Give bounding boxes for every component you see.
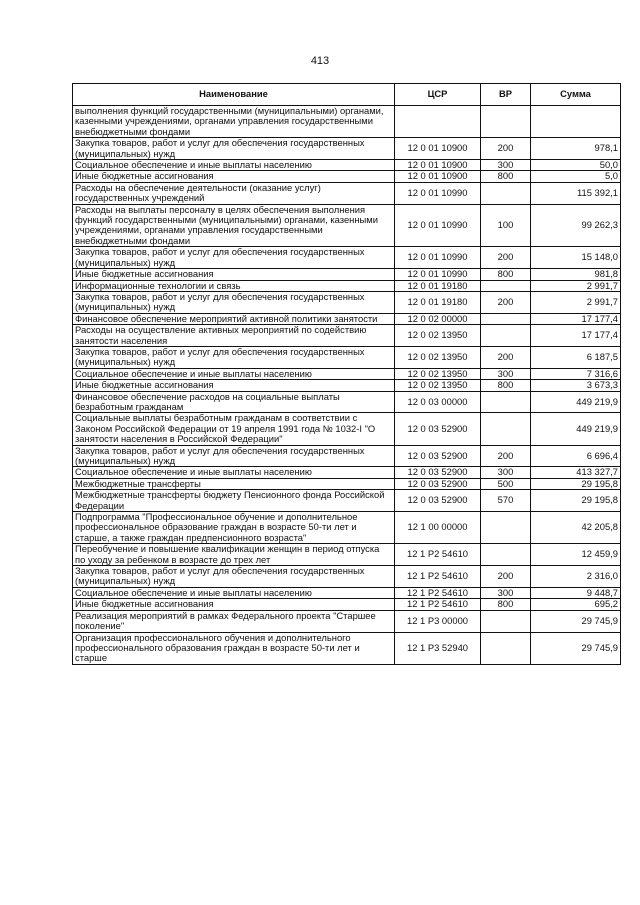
row-name-cell: Межбюджетные трансферты бюджету Пенсионного фонда Российской Федерации	[73, 490, 395, 512]
row-vr-cell: 100	[481, 204, 531, 247]
row-csr-cell: 12 1 00 00000	[395, 512, 481, 544]
header-name: Наименование	[73, 84, 395, 106]
table-row	[73, 632, 621, 664]
table-row	[73, 160, 621, 171]
row-vr-cell: 200	[481, 445, 531, 467]
row-name-cell: Иные бюджетные ассигнования	[73, 269, 395, 280]
row-sum-cell: 695,2	[531, 599, 621, 610]
row-vr-cell: 800	[481, 380, 531, 391]
row-sum-cell: 29 745,9	[531, 632, 621, 664]
row-vr-cell	[481, 413, 531, 445]
page-number: 413	[310, 55, 330, 67]
row-csr-cell: 12 1 P2 54610	[395, 587, 481, 598]
table-row	[73, 587, 621, 598]
row-vr-cell: 300	[481, 587, 531, 598]
row-sum-cell: 3 673,3	[531, 380, 621, 391]
row-name-cell: Закупка товаров, работ и услуг для обеспечения государственных (муниципальных) нужд	[73, 445, 395, 467]
row-vr-cell: 300	[481, 467, 531, 478]
row-vr-cell: 800	[481, 171, 531, 182]
table-header-row	[73, 84, 621, 106]
row-csr-cell: 12 0 02 13950	[395, 380, 481, 391]
row-sum-cell: 449 219,9	[531, 413, 621, 445]
row-sum-cell: 12 459,9	[531, 544, 621, 566]
row-name-cell: Расходы на обеспечение деятельности (оказание услуг) государственных учреждений	[73, 182, 395, 204]
table-row	[73, 269, 621, 280]
row-name-cell: Расходы на осуществление активных мероприятий по содействию занятости населения	[73, 325, 395, 347]
table-row	[73, 106, 621, 138]
table-row	[73, 490, 621, 512]
row-vr-cell	[481, 313, 531, 324]
row-vr-cell: 200	[481, 291, 531, 313]
row-sum-cell: 29 195,8	[531, 490, 621, 512]
row-sum-cell: 2 316,0	[531, 566, 621, 588]
table-row	[73, 368, 621, 379]
row-vr-cell: 200	[481, 138, 531, 160]
row-sum-cell: 42 205,8	[531, 512, 621, 544]
row-vr-cell: 570	[481, 490, 531, 512]
row-sum-cell: 115 392,1	[531, 182, 621, 204]
row-sum-cell: 978,1	[531, 138, 621, 160]
table-row	[73, 291, 621, 313]
table-row	[73, 512, 621, 544]
row-name-cell: выполнения функций государственными (муниципальными) органами, казенными учреждениями, органами управления государственными внебюджетными фондами	[73, 106, 395, 138]
table-row	[73, 467, 621, 478]
row-csr-cell: 12 0 01 10900	[395, 138, 481, 160]
row-sum-cell: 5,0	[531, 171, 621, 182]
table-row	[73, 325, 621, 347]
table-row	[73, 413, 621, 445]
row-sum-cell: 2 991,7	[531, 291, 621, 313]
row-sum-cell: 29 195,8	[531, 478, 621, 489]
row-name-cell: Организация профессионального обучения и дополнительного профессионального образования граждан в возрасте 50-ти лет и старше	[73, 632, 395, 664]
row-vr-cell	[481, 544, 531, 566]
row-name-cell: Межбюджетные трансферты	[73, 478, 395, 489]
row-csr-cell: 12 0 02 00000	[395, 313, 481, 324]
row-vr-cell: 500	[481, 478, 531, 489]
table-row	[73, 566, 621, 588]
table-row	[73, 391, 621, 413]
row-vr-cell: 300	[481, 160, 531, 171]
row-sum-cell: 981,8	[531, 269, 621, 280]
row-csr-cell: 12 0 03 52900	[395, 490, 481, 512]
row-vr-cell	[481, 106, 531, 138]
row-name-cell: Информационные технологии и связь	[73, 280, 395, 291]
row-sum-cell: 9 448,7	[531, 587, 621, 598]
row-csr-cell: 12 0 03 52900	[395, 478, 481, 489]
table-row	[73, 445, 621, 467]
row-vr-cell: 200	[481, 566, 531, 588]
row-csr-cell: 12 1 P3 52940	[395, 632, 481, 664]
table-row	[73, 247, 621, 269]
row-name-cell: Переобучение и повышение квалификации женщин в период отпуска по уходу за ребенком в возрасте до трех лет	[73, 544, 395, 566]
row-vr-cell: 200	[481, 247, 531, 269]
row-name-cell: Подпрограмма "Профессиональное обучение и дополнительное профессиональное образование граждан в возрасте 50-ти лет и старше, а также граждан предпенсионного возраста"	[73, 512, 395, 544]
row-vr-cell: 200	[481, 346, 531, 368]
row-name-cell: Закупка товаров, работ и услуг для обеспечения государственных (муниципальных) нужд	[73, 566, 395, 588]
row-csr-cell: 12 0 03 52900	[395, 467, 481, 478]
row-sum-cell: 413 327,7	[531, 467, 621, 478]
row-csr-cell: 12 0 01 19180	[395, 280, 481, 291]
row-name-cell: Социальное обеспечение и иные выплаты населению	[73, 587, 395, 598]
table-row	[73, 599, 621, 610]
row-csr-cell: 12 0 02 13950	[395, 368, 481, 379]
row-vr-cell	[481, 512, 531, 544]
row-sum-cell	[531, 106, 621, 138]
row-name-cell: Социальное обеспечение и иные выплаты населению	[73, 160, 395, 171]
row-name-cell: Закупка товаров, работ и услуг для обеспечения государственных (муниципальных) нужд	[73, 346, 395, 368]
table-row	[73, 313, 621, 324]
row-vr-cell: 300	[481, 368, 531, 379]
table-row	[73, 182, 621, 204]
row-csr-cell	[395, 106, 481, 138]
row-name-cell: Закупка товаров, работ и услуг для обеспечения государственных (муниципальных) нужд	[73, 138, 395, 160]
table-row	[73, 171, 621, 182]
row-vr-cell: 800	[481, 599, 531, 610]
row-sum-cell: 7 316,6	[531, 368, 621, 379]
row-name-cell: Социальное обеспечение и иные выплаты населению	[73, 467, 395, 478]
row-name-cell: Иные бюджетные ассигнования	[73, 599, 395, 610]
row-name-cell: Закупка товаров, работ и услуг для обеспечения государственных (муниципальных) нужд	[73, 247, 395, 269]
row-csr-cell: 12 0 01 10990	[395, 247, 481, 269]
row-csr-cell: 12 1 P3 00000	[395, 610, 481, 632]
row-vr-cell	[481, 632, 531, 664]
row-sum-cell: 17 177,4	[531, 313, 621, 324]
row-sum-cell: 15 148,0	[531, 247, 621, 269]
row-csr-cell: 12 0 03 52900	[395, 445, 481, 467]
row-csr-cell: 12 0 02 13950	[395, 325, 481, 347]
row-vr-cell	[481, 182, 531, 204]
row-name-cell: Расходы на выплаты персоналу в целях обеспечения выполнения функций государственными (муниципальными) органами, казенными учреждениями, органами управления государственными внебюджетными фондами	[73, 204, 395, 247]
row-csr-cell: 12 0 01 19180	[395, 291, 481, 313]
row-name-cell: Социальное обеспечение и иные выплаты населению	[73, 368, 395, 379]
table-row	[73, 346, 621, 368]
table-row	[73, 610, 621, 632]
row-csr-cell: 12 0 02 13950	[395, 346, 481, 368]
row-csr-cell: 12 1 P2 54610	[395, 566, 481, 588]
row-csr-cell: 12 1 P2 54610	[395, 599, 481, 610]
row-vr-cell	[481, 391, 531, 413]
header-sum: Сумма	[531, 84, 621, 106]
row-csr-cell: 12 0 01 10990	[395, 269, 481, 280]
row-vr-cell	[481, 280, 531, 291]
row-sum-cell: 2 991,7	[531, 280, 621, 291]
row-csr-cell: 12 0 01 10990	[395, 204, 481, 247]
row-name-cell: Финансовое обеспечение мероприятий активной политики занятости	[73, 313, 395, 324]
row-csr-cell: 12 0 01 10900	[395, 160, 481, 171]
row-name-cell: Реализация мероприятий в рамках Федерального проекта "Старшее поколение"	[73, 610, 395, 632]
row-sum-cell: 29 745,9	[531, 610, 621, 632]
row-vr-cell	[481, 610, 531, 632]
budget-table	[72, 83, 621, 665]
row-name-cell: Иные бюджетные ассигнования	[73, 171, 395, 182]
row-name-cell: Закупка товаров, работ и услуг для обеспечения государственных (муниципальных) нужд	[73, 291, 395, 313]
row-csr-cell: 12 0 01 10990	[395, 182, 481, 204]
row-name-cell: Иные бюджетные ассигнования	[73, 380, 395, 391]
row-name-cell: Финансовое обеспечение расходов на социальные выплаты безработным гражданам	[73, 391, 395, 413]
table-row	[73, 138, 621, 160]
row-name-cell: Социальные выплаты безработным гражданам в соответствии с Законом Российской Федерации от 19 апреля 1991 года № 1032-I "О занятости населения в Российской Федерации"	[73, 413, 395, 445]
row-sum-cell: 99 262,3	[531, 204, 621, 247]
table-row	[73, 204, 621, 247]
row-sum-cell: 50,0	[531, 160, 621, 171]
table-row	[73, 544, 621, 566]
row-csr-cell: 12 0 03 00000	[395, 391, 481, 413]
row-csr-cell: 12 0 03 52900	[395, 413, 481, 445]
table-row	[73, 280, 621, 291]
row-sum-cell: 6 187,5	[531, 346, 621, 368]
header-csr: ЦСР	[395, 84, 481, 106]
table-row	[73, 380, 621, 391]
row-sum-cell: 6 696,4	[531, 445, 621, 467]
row-sum-cell: 449 219,9	[531, 391, 621, 413]
row-vr-cell	[481, 325, 531, 347]
row-vr-cell: 800	[481, 269, 531, 280]
row-sum-cell: 17 177,4	[531, 325, 621, 347]
row-csr-cell: 12 0 01 10900	[395, 171, 481, 182]
header-vr: ВР	[481, 84, 531, 106]
row-csr-cell: 12 1 P2 54610	[395, 544, 481, 566]
table-row	[73, 478, 621, 489]
